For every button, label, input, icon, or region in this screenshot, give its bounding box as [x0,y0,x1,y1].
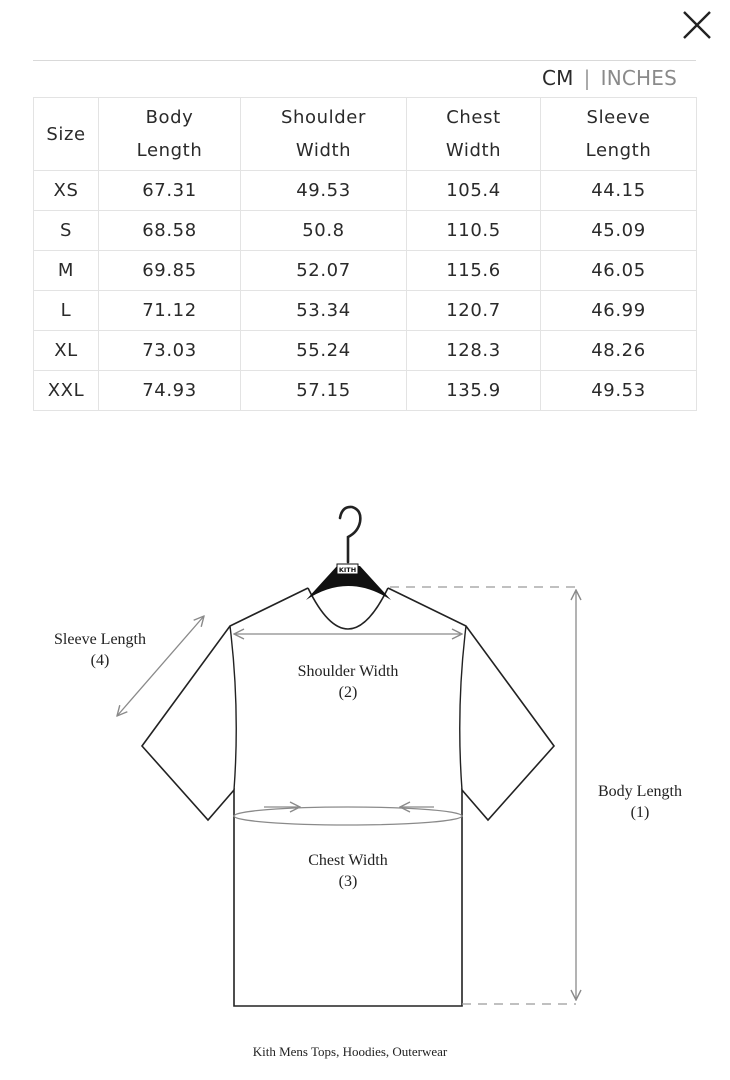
cell-body-length: 74.93 [99,371,241,411]
close-icon [676,4,716,44]
shoulder-width-number: (2) [338,684,358,701]
header-shoulder-width-line1: Shoulder [281,107,366,128]
header-body-length [99,98,241,171]
close-button[interactable] [676,4,716,44]
header-sleeve-length-line1: Sleeve [586,107,651,128]
header-size [34,98,99,171]
cell-body-length: 73.03 [99,331,241,371]
cell-shoulder-width: 57.15 [241,371,407,411]
table-header-row [34,98,697,171]
cell-body-length: 67.31 [99,171,241,211]
table-row [34,211,697,251]
cell-shoulder-width: 49.53 [241,171,407,211]
chest-width-label: Chest Width [308,852,388,869]
cell-sleeve-length: 44.15 [541,171,697,211]
cell-body-length: 69.85 [99,251,241,291]
cell-sleeve-length: 49.53 [541,371,697,411]
header-chest-width [407,98,541,171]
header-chest-width-line2: Width [445,140,502,161]
unit-toggle [542,66,677,90]
unit-inches-option[interactable]: INCHES [600,66,677,90]
hanger-logo: KITH [338,566,357,574]
cell-shoulder-width: 50.8 [241,211,407,251]
sleeve-length-label: Sleeve Length [54,631,146,648]
body-length-label: Body Length [598,783,682,800]
shoulder-width-label: Shoulder Width [297,663,399,680]
cell-size: XL [34,331,99,371]
tshirt-outline [142,588,554,1006]
table-row [34,291,697,331]
cell-sleeve-length: 45.09 [541,211,697,251]
collar [308,588,388,629]
cell-chest-width: 120.7 [407,291,541,331]
header-body-length-line2: Length [136,140,203,161]
cell-chest-width: 115.6 [407,251,541,291]
table-row [34,331,697,371]
diagram-caption: Kith Mens Tops, Hoodies, Outerwear [252,1044,448,1059]
cell-chest-width: 105.4 [407,171,541,211]
chest-width-number: (3) [338,873,358,890]
table-row [34,371,697,411]
tshirt-measurement-diagram [0,480,730,1080]
cell-shoulder-width: 53.34 [241,291,407,331]
header-shoulder-width-line2: Width [295,140,352,161]
cell-size: L [34,291,99,331]
chest-width-ellipse [234,807,462,825]
cell-size: M [34,251,99,291]
cell-size: XS [34,171,99,211]
header-body-length-line1: Body [145,107,194,128]
cell-shoulder-width: 55.24 [241,331,407,371]
cell-sleeve-length: 46.05 [541,251,697,291]
cell-size: S [34,211,99,251]
unit-separator: | [583,66,591,90]
armhole-right [460,626,466,790]
cell-body-length: 68.58 [99,211,241,251]
header-size-line1: Size [46,123,86,145]
table-row [34,251,697,291]
cell-body-length: 71.12 [99,291,241,331]
cell-shoulder-width: 52.07 [241,251,407,291]
header-sleeve-length [541,98,697,171]
sleeve-length-number: (4) [90,652,110,669]
size-chart-table [33,97,697,411]
cell-chest-width: 110.5 [407,211,541,251]
header-shoulder-width [241,98,407,171]
hanger-icon [306,507,391,600]
cell-sleeve-length: 46.99 [541,291,697,331]
armhole-left [230,626,236,790]
cell-size: XXL [34,371,99,411]
cell-chest-width: 128.3 [407,331,541,371]
header-divider [33,60,696,61]
cell-sleeve-length: 48.26 [541,331,697,371]
body-length-number: (1) [630,804,650,821]
unit-cm-option[interactable]: CM [542,66,574,90]
table-row [34,171,697,211]
cell-chest-width: 135.9 [407,371,541,411]
header-chest-width-line1: Chest [446,107,501,128]
header-sleeve-length-line2: Length [585,140,652,161]
